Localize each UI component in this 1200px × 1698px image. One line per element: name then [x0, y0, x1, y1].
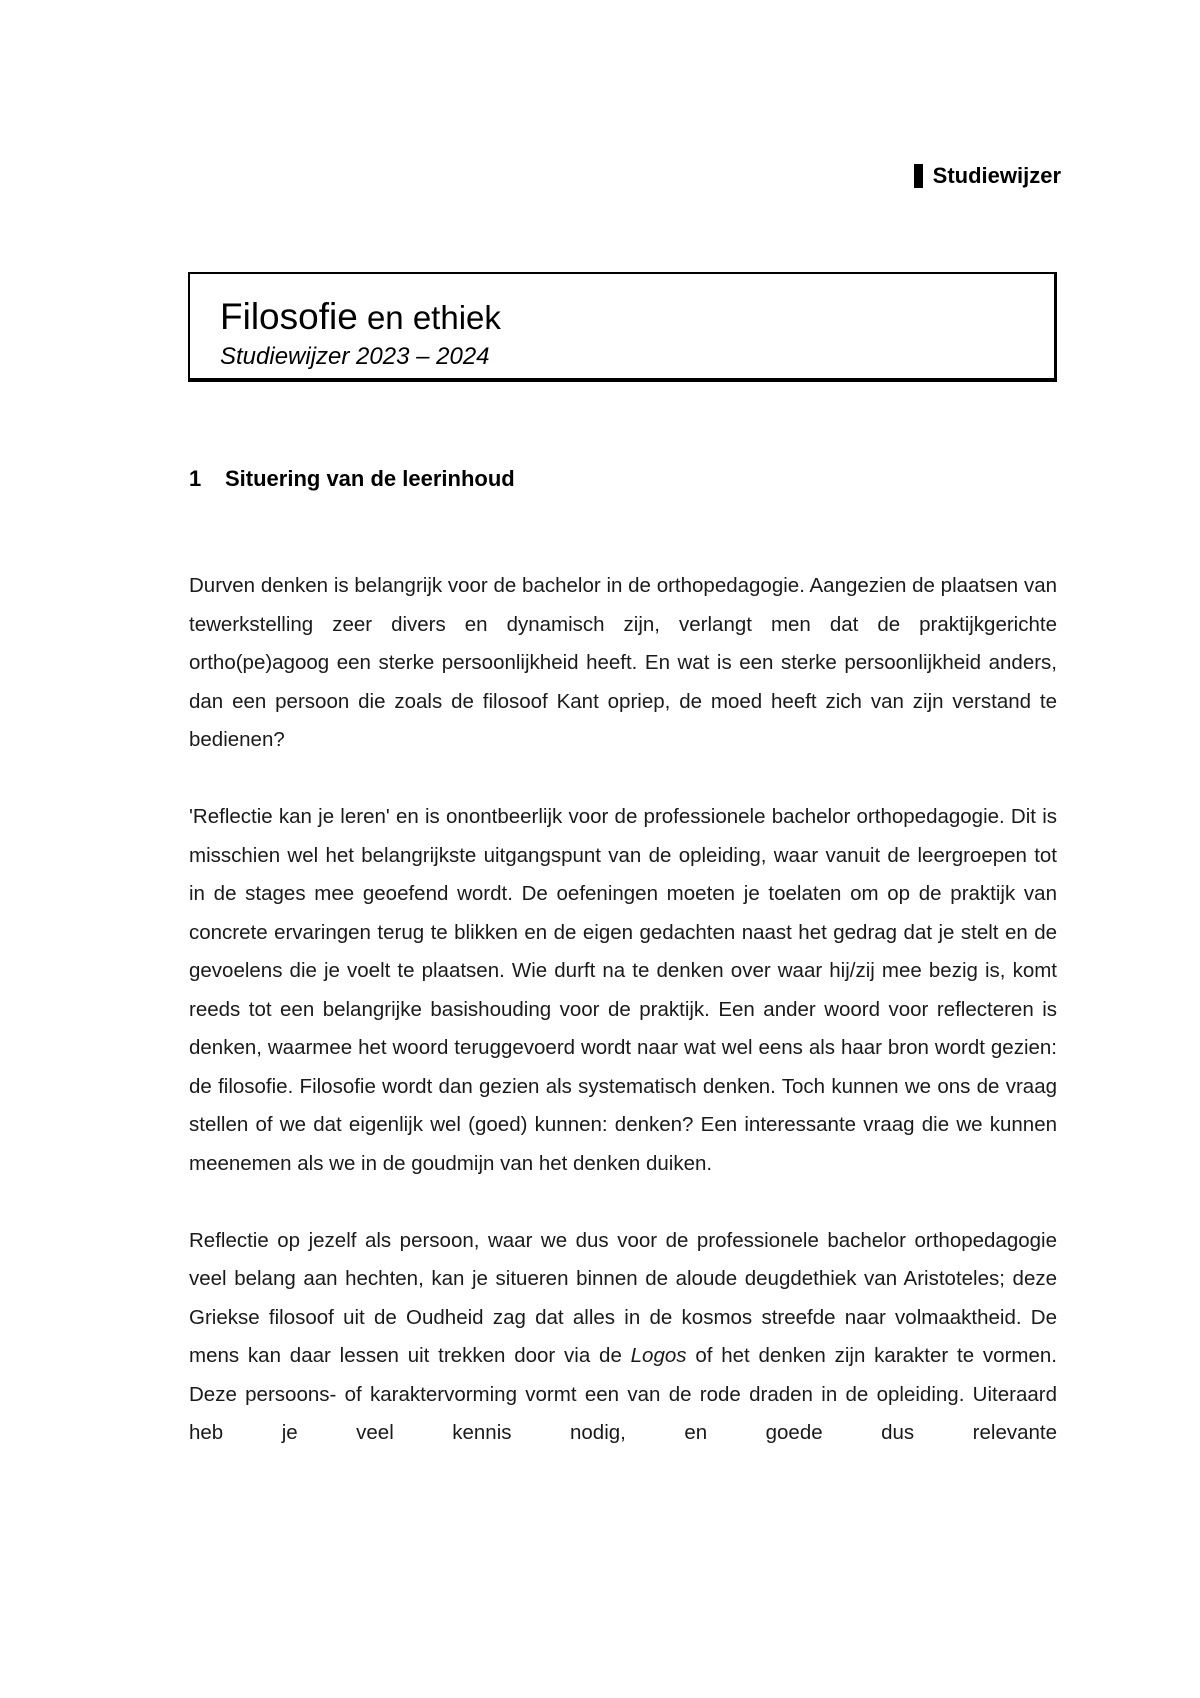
- logos-term: Logos: [630, 1344, 687, 1367]
- document-title: [220, 296, 501, 338]
- body-text: [189, 567, 1057, 1453]
- section-number: 1: [189, 466, 202, 491]
- header-label: Studiewijzer: [932, 163, 1061, 188]
- paragraph-3-part2: of het denken zijn karakter te vormen. Deze persoons- of karaktervorming vormt een van de rode draden in de opleiding. Uiteraard heb je veel kennis nodig, en goede dus relevante: [189, 1344, 1057, 1444]
- section-heading: [189, 466, 515, 492]
- page-header: [914, 163, 1061, 189]
- document-title-part1: Filosofie: [220, 296, 358, 337]
- document-title-part2: en ethiek: [357, 299, 501, 336]
- paragraph-2: 'Reflectie kan je leren' en is onontbeerlijk voor de professionele bachelor orthopedagogie. Dit is misschien wel het belangrijkste uitgangspunt van de opleiding, waar vanuit de leergroepen tot in de stages mee geoefend wordt. De oefeningen moeten je toelaten om op de praktijk van concrete ervaringen terug te blikken en de eigen gedachten naast het gedrag dat je stelt en de gevoelens die je voelt te plaatsen. Wie durft na te denken over waar hij/zij mee bezig is, komt reeds tot een belangrijke basishouding voor de praktijk. Een ander woord voor reflecteren is denken, waarmee het woord teruggevoerd wordt naar wat wel eens als haar bron wordt gezien: de filosofie. Filosofie wordt dan gezien als systematisch denken. Toch kunnen we ons de vraag stellen of we dat eigenlijk wel (goed) kunnen: denken? Een interessante vraag die we kunnen meenemen als we in de goudmijn van het denken duiken.: [189, 805, 1057, 1175]
- paragraph-3-part1: Reflectie op jezelf als persoon, waar we dus voor de professionele bachelor orthopedagogie veel belang aan hechten, kan je situeren binnen de aloude deugdethiek van Aristoteles; deze Griekse filosoof uit de Oudheid zag dat alles in de kosmos streefde naar volmaaktheid. De mens kan daar lessen uit trekken door via de: [189, 1228, 1057, 1367]
- header-bar-marker: [914, 164, 923, 188]
- document-subtitle: Studiewijzer 2023 – 2024: [220, 343, 490, 370]
- title-box: [188, 272, 1057, 382]
- paragraph-1: Durven denken is belangrijk voor de bachelor in de orthopedagogie. Aangezien de plaatsen van tewerkstelling zeer divers en dynamisch zijn, verlangt men dat de praktijkgerichte ortho(pe)agoog een sterke persoonlijkheid heeft. En wat is een sterke persoonlijkheid anders, dan een persoon die zoals de filosoof Kant opriep, de moed heeft zich van zijn verstand te bedienen?: [189, 574, 1057, 751]
- paragraph-3: [189, 1222, 1057, 1453]
- section-title: Situering van de leerinhoud: [225, 466, 515, 491]
